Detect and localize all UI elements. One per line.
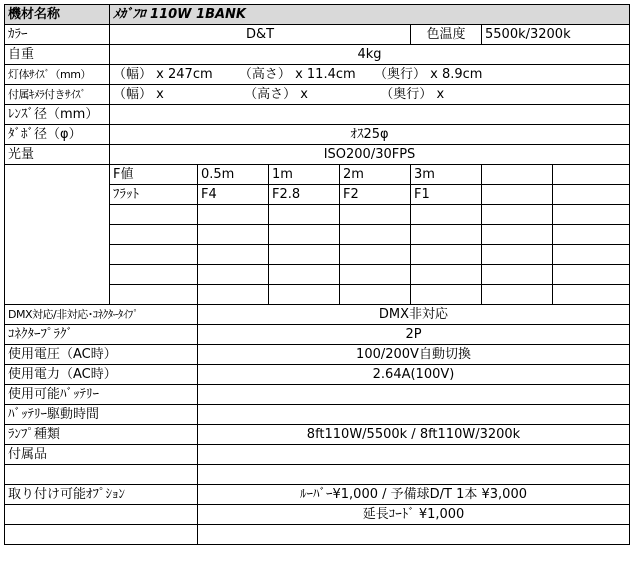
photo-cell [269, 285, 340, 305]
colortemp-value: 5500k/3200k [482, 25, 630, 45]
photo-cell [198, 225, 269, 245]
photo-blank-cell [5, 165, 110, 305]
photo-cell: ﾌﾗｯﾄ [110, 185, 198, 205]
camera-size-d-x: x [436, 87, 445, 102]
battery-time-row [5, 405, 630, 425]
body-size-h-value: 11.4cm [306, 67, 356, 82]
battery-label: 使用可能ﾊﾞｯﾃﾘｰ [5, 385, 198, 405]
body-size-label: 灯体ｻｲｽﾞ（mm） [5, 65, 110, 85]
photo-cell [198, 245, 269, 265]
body-size-h-label: （高さ） [238, 67, 291, 82]
photo-cell [110, 265, 198, 285]
footer-blank-row [5, 525, 630, 545]
photo-cell: F値 [110, 165, 198, 185]
photo-cell [482, 225, 553, 245]
light-label: 光量 [5, 145, 110, 165]
footer-blank-label [5, 525, 198, 545]
accessory-extra-row [5, 465, 630, 485]
photo-cell [553, 245, 630, 265]
light-row [5, 145, 630, 165]
light-value: ISO200/30FPS [110, 145, 630, 165]
photo-cell [482, 285, 553, 305]
photo-cell [110, 205, 198, 225]
body-size-w-x: x [156, 67, 164, 82]
dabo-row [5, 125, 630, 145]
battery-time-label: ﾊﾞｯﾃﾘｰ駆動時間 [5, 405, 198, 425]
photo-cell [198, 285, 269, 305]
option-label-2 [5, 505, 198, 525]
voltage-label: 使用電圧（AC時） [5, 345, 198, 365]
camera-size-row [5, 85, 630, 105]
dabo-label: ﾀﾞﾎﾞ径（φ） [5, 125, 110, 145]
colortemp-label: 色温度 [411, 25, 482, 45]
photo-cell [340, 205, 411, 225]
photo-cell [411, 205, 482, 225]
photo-cell [269, 205, 340, 225]
lens-label: ﾚﾝｽﾞ径（mm） [5, 105, 110, 125]
photo-cell: 2m [340, 165, 411, 185]
photo-cell [411, 285, 482, 305]
photo-cell: 3m [411, 165, 482, 185]
title-value: ﾒｶﾞﾌﾛ 110W 1BANK [110, 5, 630, 25]
lens-row [5, 105, 630, 125]
photo-cell: F2.8 [269, 185, 340, 205]
lamp-label: ﾗﾝﾌﾟ種類 [5, 425, 198, 445]
body-size-row [5, 65, 630, 85]
title-row [5, 5, 630, 25]
body-size-d-value: 8.9cm [441, 67, 483, 82]
body-size-d-x: x [430, 67, 438, 82]
body-size-w-value: 247cm [168, 67, 213, 82]
photo-cell [340, 245, 411, 265]
photo-cell [482, 245, 553, 265]
photo-cell: 0.5m [198, 165, 269, 185]
option-value-2: 延長ｺｰﾄﾞ ¥1,000 [198, 505, 630, 525]
photo-cell [269, 225, 340, 245]
photo-cell [553, 265, 630, 285]
camera-size-value [110, 85, 630, 105]
body-size-value [110, 65, 630, 85]
photo-cell: F4 [198, 185, 269, 205]
accessory-value [198, 445, 630, 465]
battery-time-value [198, 405, 630, 425]
accessory-row [5, 445, 630, 465]
option-label: 取り付け可能ｵﾌﾟｼｮﾝ [5, 485, 198, 505]
accessory-label: 付属品 [5, 445, 198, 465]
photo-cell [553, 165, 630, 185]
photo-cell [553, 285, 630, 305]
battery-value [198, 385, 630, 405]
option-row [5, 485, 630, 505]
photo-cell [340, 225, 411, 245]
photo-cell [482, 205, 553, 225]
photo-cell [411, 225, 482, 245]
photo-cell [269, 245, 340, 265]
photo-cell [110, 245, 198, 265]
photo-cell [411, 245, 482, 265]
color-label: ｶﾗｰ [5, 25, 110, 45]
plug-label: ｺﾈｸﾀｰﾌﾟﾗｸﾞ [5, 325, 198, 345]
camera-size-w-x: x [156, 87, 164, 102]
weight-label: 自重 [5, 45, 110, 65]
photo-cell [198, 205, 269, 225]
footer-blank-value [198, 525, 630, 545]
camera-size-h-label: （高さ） [244, 87, 297, 102]
photo-cell [553, 205, 630, 225]
power-value: 2.64A(100V) [198, 365, 630, 385]
camera-size-h-x: x [300, 87, 308, 102]
plug-value: 2P [198, 325, 630, 345]
photo-cell [110, 225, 198, 245]
weight-value: 4kg [110, 45, 630, 65]
dmx-row [5, 305, 630, 325]
body-size-w-label: （幅） [113, 67, 153, 82]
camera-size-d-label: （奥行） [380, 87, 433, 102]
voltage-value: 100/200V自動切換 [198, 345, 630, 365]
photo-cell [482, 165, 553, 185]
dmx-label: DMX対応/非対応･ｺﾈｸﾀｰﾀｲﾌﾟ [5, 305, 198, 325]
voltage-row [5, 345, 630, 365]
color-row [5, 25, 630, 45]
power-row [5, 365, 630, 385]
photo-cell [553, 185, 630, 205]
dabo-value: ｵｽ25φ [110, 125, 630, 145]
photo-cell [482, 185, 553, 205]
option-value-1: ﾙｰﾊﾞｰ¥1,000 / 予備球D/T 1本 ¥3,000 [198, 485, 630, 505]
power-label: 使用電力（AC時） [5, 365, 198, 385]
photo-cell: F2 [340, 185, 411, 205]
lens-value [110, 105, 630, 125]
plug-row [5, 325, 630, 345]
title-label: 機材名称 [5, 5, 110, 25]
camera-size-label: 付属ｷﾒﾗ付きｻｲｽﾞ [5, 85, 110, 105]
photo-cell [110, 285, 198, 305]
body-size-d-label: （奥行） [373, 67, 426, 82]
photo-cell [411, 265, 482, 285]
photo-cell [340, 265, 411, 285]
weight-row [5, 45, 630, 65]
option-row-2 [5, 505, 630, 525]
battery-row [5, 385, 630, 405]
accessory-extra-value [198, 465, 630, 485]
spec-table [4, 4, 630, 545]
photo-cell: F1 [411, 185, 482, 205]
photo-cell: 1m [269, 165, 340, 185]
accessory-extra-label [5, 465, 198, 485]
photo-cell [553, 225, 630, 245]
camera-size-w-label: （幅） [113, 87, 153, 102]
photo-cell [198, 265, 269, 285]
body-size-h-x: x [295, 67, 303, 82]
dmx-value: DMX非対応 [198, 305, 630, 325]
photo-cell [269, 265, 340, 285]
photo-header-row [5, 165, 630, 185]
color-value: D&T [110, 25, 411, 45]
photo-cell [340, 285, 411, 305]
photo-cell [482, 265, 553, 285]
lamp-value: 8ft110W/5500k / 8ft110W/3200k [198, 425, 630, 445]
lamp-row [5, 425, 630, 445]
